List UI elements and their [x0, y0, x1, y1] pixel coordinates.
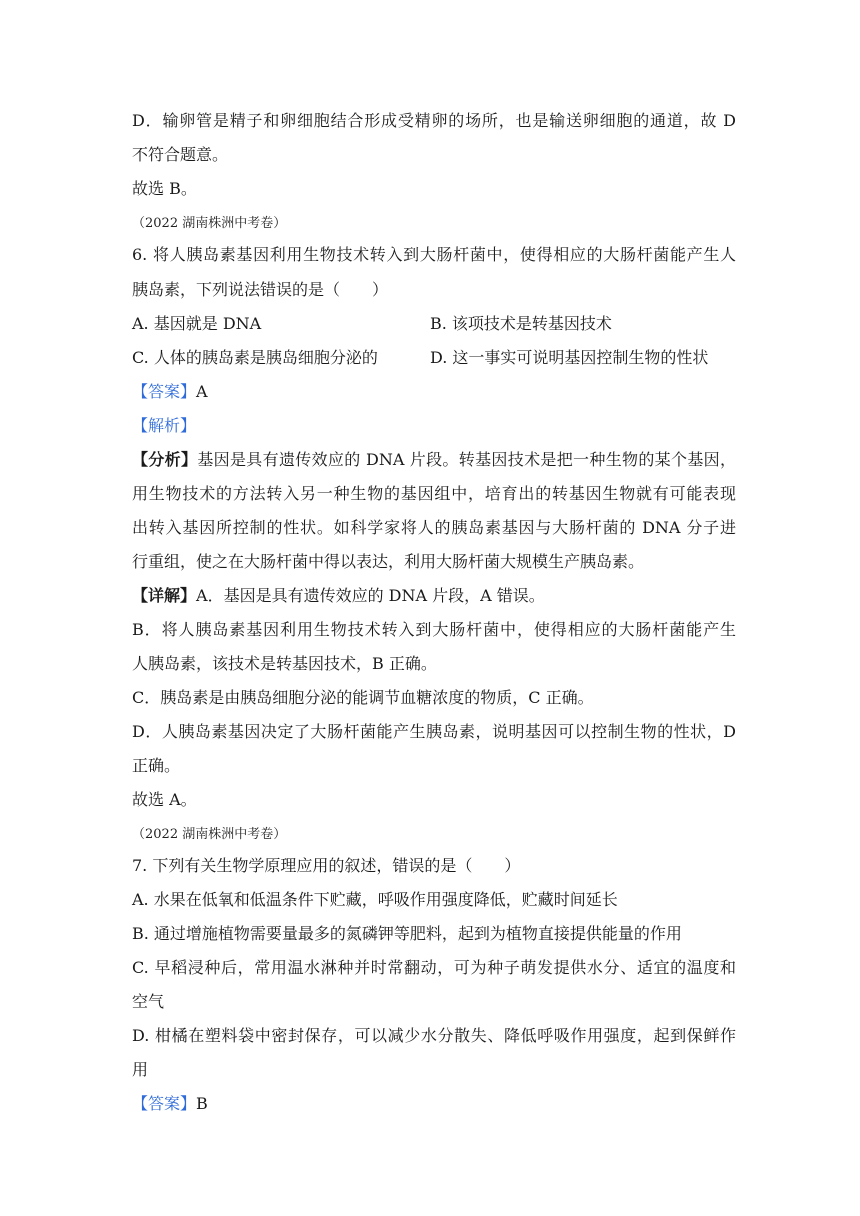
q5-explanation-d-line2: 不符合题意。 — [132, 145, 229, 164]
q6-fenxi-line4: 行重组，使之在大肠杆菌中得以表达，利用大肠杆菌大规模生产胰岛素。 — [132, 552, 645, 571]
q6-fenxi-line1 — [132, 449, 736, 471]
q6-xiangjie-b-line2: 人胰岛素，该技术是转基因技术，B 正确。 — [132, 654, 437, 673]
q6-source: （2022 湖南株洲中考卷） — [132, 216, 287, 231]
answer-tag: 【答案】 — [132, 382, 197, 401]
q7-option-c-line2: 空气 — [132, 992, 165, 1011]
fenxi-tag: 【分析】 — [132, 450, 198, 469]
q6-fenxi-line3: 出转入基因所控制的性状。如科学家将人的胰岛素基因与大肠杆菌的 DNA 分子进 — [132, 518, 736, 537]
q7-option-b: B. 通过增施植物需要量最多的氮磷钾等肥料，起到为植物直接提供能量的作用 — [132, 924, 682, 943]
q7-option-d-line2: 用 — [132, 1060, 149, 1079]
q6-xiangjie-d-line2: 正确。 — [132, 756, 181, 775]
q6-fenxi-line2: 用生物技术的方法转入另一种生物的基因组中，培育出的转基因生物就有可能表现 — [132, 484, 736, 503]
q7-stem: 7. 下列有关生物学原理应用的叙述，错误的是（ ） — [132, 856, 521, 875]
q6-choose: 故选 A。 — [132, 790, 197, 809]
q6-option-b: B. 该项技术是转基因技术 — [430, 314, 612, 333]
fenxi-text-1: 基因是具有遗传效应的 DNA 片段。转基因技术是把一种生物的某个基因， — [197, 450, 736, 469]
q6-option-a: A. 基因就是 DNA — [132, 314, 262, 333]
q7-option-c-line1: C. 早稻浸种后，常用温水淋种并时常翻动，可为种子萌发提供水分、适宜的温度和 — [132, 958, 736, 977]
q7-source: （2022 湖南株洲中考卷） — [132, 827, 287, 842]
q7-option-d-line1: D. 柑橘在塑料袋中密封保存，可以减少水分散失、降低呼吸作用强度，起到保鲜作 — [132, 1026, 736, 1045]
q6-xiangjie-a — [132, 585, 736, 607]
xiangjie-tag: 【详解】 — [132, 586, 197, 605]
q6-stem-line1: 6. 将人胰岛素基因利用生物技术转入到大肠杆菌中，使得相应的大肠杆菌能产生人 — [132, 245, 736, 264]
xiangjie-a-text: A．基因是具有遗传效应的 DNA 片段，A 错误。 — [196, 586, 545, 605]
q5-choose: 故选 B。 — [132, 179, 197, 198]
q7-option-a: A. 水果在低氧和低温条件下贮藏，呼吸作用强度降低，贮藏时间延长 — [132, 890, 618, 909]
analysis-tag: 【解析】 — [132, 416, 197, 435]
q7-answer — [132, 1093, 736, 1115]
q6-xiangjie-c: C．胰岛素是由胰岛细胞分泌的能调节血糖浓度的物质，C 正确。 — [132, 688, 594, 707]
answer-value: B — [196, 1094, 208, 1113]
q6-xiangjie-d-line1: D．人胰岛素基因决定了大肠杆菌能产生胰岛素，说明基因可以控制生物的性状，D — [132, 722, 736, 741]
q6-stem-line2: 胰岛素，下列说法错误的是（ ） — [132, 280, 389, 299]
q6-analysis-header — [132, 415, 736, 437]
answer-value: A — [196, 382, 208, 401]
q6-answer — [132, 381, 736, 403]
q5-explanation-d-line1: D．输卵管是精子和卵细胞结合形成受精卵的场所，也是输送卵细胞的通道，故 D — [132, 111, 736, 130]
answer-tag: 【答案】 — [132, 1094, 197, 1113]
q6-option-d: D. 这一事实可说明基因控制生物的性状 — [430, 348, 709, 367]
q6-xiangjie-b-line1: B．将人胰岛素基因利用生物技术转入到大肠杆菌中，使得相应的大肠杆菌能产生 — [132, 620, 736, 639]
q6-option-c: C. 人体的胰岛素是胰岛细胞分泌的 — [132, 348, 378, 367]
